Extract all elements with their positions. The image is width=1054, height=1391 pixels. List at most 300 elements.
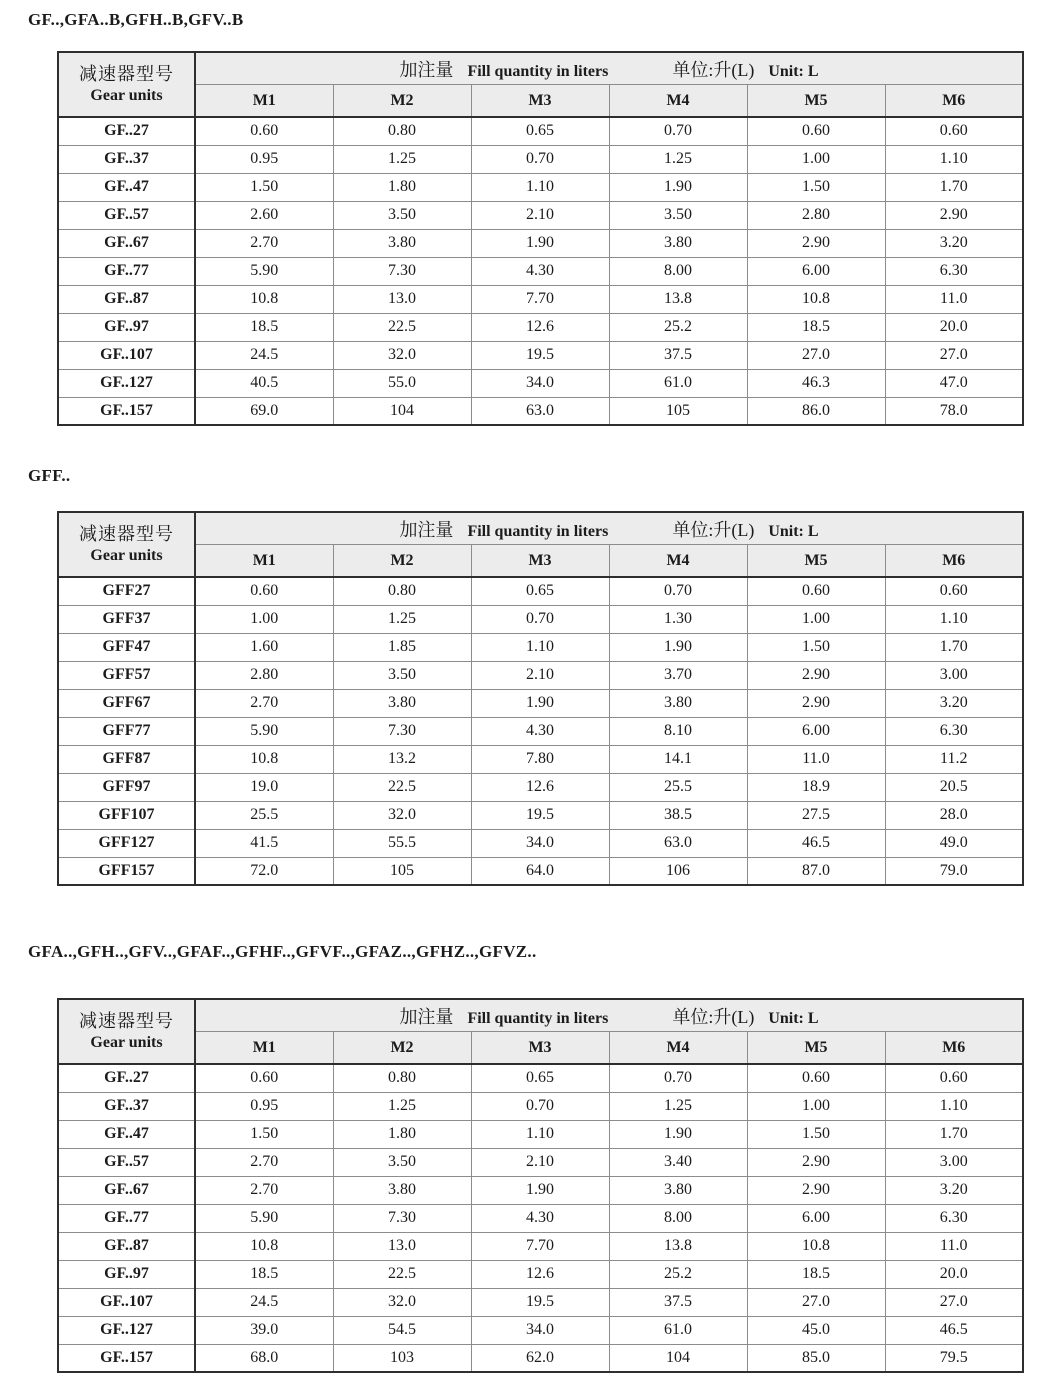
gear-model-cell: GFF157	[58, 857, 195, 885]
fill-value-cell: 12.6	[471, 773, 609, 801]
header-row-top	[58, 512, 1023, 545]
fill-value-cell: 54.5	[333, 1316, 471, 1344]
fill-quantity-label-cn: 加注量	[399, 59, 454, 80]
column-header-m1: M1	[195, 85, 333, 118]
fill-value-cell: 22.5	[333, 313, 471, 341]
fill-value-cell: 1.90	[471, 1176, 609, 1204]
fill-value-cell: 25.5	[609, 773, 747, 801]
fill-value-cell: 11.0	[885, 285, 1023, 313]
fill-value-cell: 41.5	[195, 829, 333, 857]
fill-value-cell: 13.8	[609, 1232, 747, 1260]
fill-value-cell: 0.70	[471, 1092, 609, 1120]
sections-container	[0, 10, 1054, 1373]
fill-value-cell: 20.0	[885, 313, 1023, 341]
fill-value-cell: 3.00	[885, 661, 1023, 689]
fill-value-cell: 10.8	[195, 745, 333, 773]
fill-value-cell: 0.65	[471, 117, 609, 145]
gear-model-cell: GFF107	[58, 801, 195, 829]
fill-quantity-label-en: Fill quantity in liters	[467, 62, 609, 80]
fill-value-cell: 7.70	[471, 285, 609, 313]
fill-value-cell: 6.00	[747, 257, 885, 285]
fill-value-cell: 18.5	[195, 1260, 333, 1288]
fill-value-cell: 4.30	[471, 1204, 609, 1232]
fill-value-cell: 19.5	[471, 341, 609, 369]
fill-value-cell: 8.10	[609, 717, 747, 745]
fill-value-cell: 37.5	[609, 1288, 747, 1316]
gear-model-cell: GF..57	[58, 1148, 195, 1176]
fill-value-cell: 1.25	[333, 1092, 471, 1120]
fill-value-cell: 1.50	[747, 1120, 885, 1148]
unit-label-en: Unit: L	[768, 1009, 819, 1027]
column-header-m4: M4	[609, 545, 747, 578]
fill-value-cell: 1.90	[471, 229, 609, 257]
fill-value-cell: 10.8	[747, 1232, 885, 1260]
table-row	[58, 257, 1023, 285]
column-header-m3: M3	[471, 85, 609, 118]
table-row	[58, 1260, 1023, 1288]
fill-value-cell: 0.70	[609, 1064, 747, 1092]
fill-value-cell: 2.80	[195, 661, 333, 689]
fill-value-cell: 0.60	[747, 117, 885, 145]
fill-value-cell: 8.00	[609, 1204, 747, 1232]
fill-value-cell: 3.50	[333, 661, 471, 689]
fill-value-cell: 86.0	[747, 397, 885, 425]
fill-value-cell: 2.90	[747, 661, 885, 689]
fill-value-cell: 18.5	[195, 313, 333, 341]
fill-value-cell: 6.00	[747, 1204, 885, 1232]
fill-value-cell: 3.80	[609, 689, 747, 717]
fill-value-cell: 105	[609, 397, 747, 425]
table-row	[58, 313, 1023, 341]
fill-value-cell: 49.0	[885, 829, 1023, 857]
fill-value-cell: 0.60	[195, 1064, 333, 1092]
fill-value-cell: 106	[609, 857, 747, 885]
column-header-m3: M3	[471, 1032, 609, 1065]
fill-quantity-header	[195, 52, 1023, 85]
fill-value-cell: 27.0	[747, 1288, 885, 1316]
fill-value-cell: 11.0	[747, 745, 885, 773]
fill-value-cell: 72.0	[195, 857, 333, 885]
column-header-m6: M6	[885, 85, 1023, 118]
fill-value-cell: 1.10	[471, 173, 609, 201]
table-row	[58, 689, 1023, 717]
fill-value-cell: 11.2	[885, 745, 1023, 773]
gear-model-cell: GF..97	[58, 313, 195, 341]
fill-value-cell: 1.60	[195, 633, 333, 661]
fill-value-cell: 6.30	[885, 717, 1023, 745]
fill-value-cell: 0.60	[885, 1064, 1023, 1092]
fill-value-cell: 62.0	[471, 1344, 609, 1372]
gear-model-cell: GFF77	[58, 717, 195, 745]
table-row	[58, 229, 1023, 257]
gear-units-header	[58, 512, 195, 577]
fill-value-cell: 103	[333, 1344, 471, 1372]
fill-quantity-label-en: Fill quantity in liters	[467, 1009, 609, 1027]
fill-value-cell: 22.5	[333, 1260, 471, 1288]
gear-model-cell: GF..127	[58, 369, 195, 397]
fill-value-cell: 7.70	[471, 1232, 609, 1260]
fill-value-cell: 1.70	[885, 1120, 1023, 1148]
table-row	[58, 773, 1023, 801]
table-row	[58, 1344, 1023, 1372]
table-section	[0, 10, 1054, 426]
fill-value-cell: 2.90	[885, 201, 1023, 229]
fill-quantity-table	[57, 998, 1024, 1373]
fill-value-cell: 24.5	[195, 341, 333, 369]
gear-units-header-cn: 减速器型号	[79, 64, 174, 85]
table-row	[58, 1092, 1023, 1120]
gear-model-cell: GF..77	[58, 257, 195, 285]
gear-model-cell: GF..77	[58, 1204, 195, 1232]
fill-value-cell: 2.10	[471, 661, 609, 689]
fill-value-cell: 13.0	[333, 285, 471, 313]
column-header-m5: M5	[747, 545, 885, 578]
gear-model-cell: GF..97	[58, 1260, 195, 1288]
fill-value-cell: 24.5	[195, 1288, 333, 1316]
m-columns-row	[58, 545, 1023, 578]
fill-value-cell: 3.50	[333, 201, 471, 229]
header-row-top	[58, 999, 1023, 1032]
fill-value-cell: 55.0	[333, 369, 471, 397]
fill-value-cell: 2.10	[471, 201, 609, 229]
column-header-m4: M4	[609, 1032, 747, 1065]
fill-value-cell: 78.0	[885, 397, 1023, 425]
unit-label-cn: 单位:升(L)	[672, 1006, 755, 1027]
fill-value-cell: 1.90	[609, 1120, 747, 1148]
fill-value-cell: 0.95	[195, 145, 333, 173]
fill-value-cell: 0.65	[471, 577, 609, 605]
fill-value-cell: 1.25	[333, 605, 471, 633]
gear-model-cell: GF..37	[58, 145, 195, 173]
fill-value-cell: 40.5	[195, 369, 333, 397]
gear-units-header	[58, 999, 195, 1064]
table-section	[0, 466, 1054, 886]
fill-value-cell: 32.0	[333, 341, 471, 369]
fill-value-cell: 19.5	[471, 1288, 609, 1316]
gear-model-cell: GF..157	[58, 1344, 195, 1372]
gear-model-cell: GF..27	[58, 117, 195, 145]
fill-value-cell: 69.0	[195, 397, 333, 425]
unit-label-cn: 单位:升(L)	[672, 59, 755, 80]
table-body	[58, 117, 1023, 425]
fill-value-cell: 2.70	[195, 1148, 333, 1176]
fill-quantity-header	[195, 512, 1023, 545]
fill-value-cell: 45.0	[747, 1316, 885, 1344]
table-row	[58, 1064, 1023, 1092]
column-header-m2: M2	[333, 545, 471, 578]
fill-value-cell: 46.5	[885, 1316, 1023, 1344]
column-header-m2: M2	[333, 85, 471, 118]
fill-value-cell: 13.0	[333, 1232, 471, 1260]
gear-model-cell: GFF47	[58, 633, 195, 661]
table-row	[58, 1316, 1023, 1344]
column-header-m6: M6	[885, 545, 1023, 578]
fill-value-cell: 87.0	[747, 857, 885, 885]
fill-value-cell: 3.40	[609, 1148, 747, 1176]
fill-value-cell: 0.60	[885, 117, 1023, 145]
fill-value-cell: 32.0	[333, 801, 471, 829]
fill-value-cell: 79.0	[885, 857, 1023, 885]
fill-value-cell: 3.80	[333, 1176, 471, 1204]
gear-units-header-en: Gear units	[90, 546, 163, 564]
gear-model-cell: GF..47	[58, 173, 195, 201]
fill-value-cell: 5.90	[195, 257, 333, 285]
gear-model-cell: GFF97	[58, 773, 195, 801]
table-section	[0, 942, 1054, 1373]
unit-label-cn: 单位:升(L)	[672, 519, 755, 540]
fill-value-cell: 4.30	[471, 717, 609, 745]
fill-value-cell: 1.80	[333, 1120, 471, 1148]
fill-quantity-label-cn: 加注量	[399, 519, 454, 540]
fill-value-cell: 27.0	[885, 1288, 1023, 1316]
fill-value-cell: 1.00	[747, 605, 885, 633]
fill-value-cell: 68.0	[195, 1344, 333, 1372]
fill-value-cell: 7.30	[333, 717, 471, 745]
fill-value-cell: 3.80	[609, 229, 747, 257]
table-row	[58, 577, 1023, 605]
fill-value-cell: 19.5	[471, 801, 609, 829]
fill-value-cell: 11.0	[885, 1232, 1023, 1260]
fill-value-cell: 1.50	[747, 633, 885, 661]
fill-value-cell: 3.20	[885, 1176, 1023, 1204]
fill-value-cell: 7.30	[333, 257, 471, 285]
fill-value-cell: 2.70	[195, 689, 333, 717]
fill-value-cell: 18.5	[747, 313, 885, 341]
fill-value-cell: 2.80	[747, 201, 885, 229]
table-row	[58, 341, 1023, 369]
fill-value-cell: 0.80	[333, 1064, 471, 1092]
fill-value-cell: 46.5	[747, 829, 885, 857]
fill-value-cell: 3.80	[333, 689, 471, 717]
gear-units-header-en: Gear units	[90, 86, 163, 104]
gear-model-cell: GF..27	[58, 1064, 195, 1092]
fill-value-cell: 3.20	[885, 689, 1023, 717]
section-title: GFA..,GFH..,GFV..,GFAF..,GFHF..,GFVF..,GFAZ..,GFHZ..,GFVZ..	[28, 942, 537, 961]
fill-value-cell: 64.0	[471, 857, 609, 885]
fill-value-cell: 0.60	[885, 577, 1023, 605]
fill-value-cell: 1.80	[333, 173, 471, 201]
fill-value-cell: 1.50	[195, 173, 333, 201]
fill-value-cell: 0.95	[195, 1092, 333, 1120]
fill-value-cell: 25.2	[609, 1260, 747, 1288]
fill-value-cell: 1.25	[609, 145, 747, 173]
fill-value-cell: 34.0	[471, 829, 609, 857]
fill-value-cell: 1.85	[333, 633, 471, 661]
gear-model-cell: GF..107	[58, 1288, 195, 1316]
table-body	[58, 577, 1023, 885]
fill-quantity-label-en: Fill quantity in liters	[467, 522, 609, 540]
table-row	[58, 801, 1023, 829]
column-header-m5: M5	[747, 1032, 885, 1065]
fill-value-cell: 1.50	[195, 1120, 333, 1148]
fill-value-cell: 0.60	[195, 577, 333, 605]
table-row	[58, 661, 1023, 689]
table-body	[58, 1064, 1023, 1372]
fill-value-cell: 32.0	[333, 1288, 471, 1316]
fill-value-cell: 18.5	[747, 1260, 885, 1288]
gear-model-cell: GF..57	[58, 201, 195, 229]
fill-value-cell: 1.00	[747, 145, 885, 173]
column-header-m3: M3	[471, 545, 609, 578]
column-header-m5: M5	[747, 85, 885, 118]
fill-value-cell: 0.70	[609, 117, 747, 145]
gear-model-cell: GF..107	[58, 341, 195, 369]
gear-model-cell: GF..47	[58, 1120, 195, 1148]
table-row	[58, 1176, 1023, 1204]
gear-units-header-cn: 减速器型号	[79, 524, 174, 545]
gear-model-cell: GF..87	[58, 1232, 195, 1260]
gear-model-cell: GFF127	[58, 829, 195, 857]
fill-value-cell: 0.80	[333, 577, 471, 605]
table-row	[58, 857, 1023, 885]
gear-units-header	[58, 52, 195, 117]
table-row	[58, 117, 1023, 145]
fill-value-cell: 0.60	[747, 1064, 885, 1092]
table-row	[58, 1288, 1023, 1316]
fill-value-cell: 7.30	[333, 1204, 471, 1232]
table-row	[58, 633, 1023, 661]
header-row-top	[58, 52, 1023, 85]
fill-value-cell: 7.80	[471, 745, 609, 773]
gear-model-cell: GFF67	[58, 689, 195, 717]
fill-value-cell: 0.60	[195, 117, 333, 145]
gear-model-cell: GF..37	[58, 1092, 195, 1120]
fill-value-cell: 1.90	[609, 633, 747, 661]
table-row	[58, 145, 1023, 173]
fill-value-cell: 1.70	[885, 633, 1023, 661]
table-row	[58, 605, 1023, 633]
fill-value-cell: 34.0	[471, 369, 609, 397]
fill-quantity-header	[195, 999, 1023, 1032]
table-row	[58, 1204, 1023, 1232]
column-header-m4: M4	[609, 85, 747, 118]
fill-value-cell: 19.0	[195, 773, 333, 801]
fill-value-cell: 46.3	[747, 369, 885, 397]
table-row	[58, 397, 1023, 425]
table-row	[58, 1120, 1023, 1148]
fill-value-cell: 10.8	[195, 285, 333, 313]
fill-value-cell: 3.50	[333, 1148, 471, 1176]
fill-value-cell: 1.30	[609, 605, 747, 633]
fill-value-cell: 1.00	[747, 1092, 885, 1120]
fill-value-cell: 10.8	[195, 1232, 333, 1260]
fill-value-cell: 63.0	[609, 829, 747, 857]
table-row	[58, 1148, 1023, 1176]
gear-model-cell: GF..67	[58, 1176, 195, 1204]
gear-units-header-en: Gear units	[90, 1033, 163, 1051]
fill-value-cell: 1.90	[471, 689, 609, 717]
fill-value-cell: 0.70	[471, 145, 609, 173]
fill-value-cell: 3.80	[333, 229, 471, 257]
fill-value-cell: 13.8	[609, 285, 747, 313]
fill-value-cell: 1.10	[885, 145, 1023, 173]
fill-value-cell: 34.0	[471, 1316, 609, 1344]
column-header-m6: M6	[885, 1032, 1023, 1065]
gear-model-cell: GFF57	[58, 661, 195, 689]
fill-value-cell: 1.10	[471, 633, 609, 661]
column-header-m1: M1	[195, 545, 333, 578]
fill-quantity-table	[57, 51, 1024, 426]
fill-value-cell: 0.65	[471, 1064, 609, 1092]
table-row	[58, 717, 1023, 745]
fill-value-cell: 61.0	[609, 369, 747, 397]
fill-value-cell: 79.5	[885, 1344, 1023, 1372]
fill-value-cell: 47.0	[885, 369, 1023, 397]
column-header-m1: M1	[195, 1032, 333, 1065]
table-row	[58, 173, 1023, 201]
fill-value-cell: 3.70	[609, 661, 747, 689]
fill-value-cell: 0.80	[333, 117, 471, 145]
fill-quantity-label-cn: 加注量	[399, 1006, 454, 1027]
fill-value-cell: 3.20	[885, 229, 1023, 257]
m-columns-row	[58, 85, 1023, 118]
fill-value-cell: 5.90	[195, 717, 333, 745]
fill-value-cell: 25.5	[195, 801, 333, 829]
fill-value-cell: 27.0	[885, 341, 1023, 369]
fill-value-cell: 85.0	[747, 1344, 885, 1372]
fill-value-cell: 2.90	[747, 229, 885, 257]
fill-quantity-table	[57, 511, 1024, 886]
fill-value-cell: 2.60	[195, 201, 333, 229]
fill-value-cell: 3.80	[609, 1176, 747, 1204]
fill-value-cell: 4.30	[471, 257, 609, 285]
fill-value-cell: 2.70	[195, 1176, 333, 1204]
fill-value-cell: 1.10	[885, 1092, 1023, 1120]
fill-value-cell: 6.30	[885, 257, 1023, 285]
fill-value-cell: 14.1	[609, 745, 747, 773]
fill-value-cell: 18.9	[747, 773, 885, 801]
fill-value-cell: 2.10	[471, 1148, 609, 1176]
fill-value-cell: 20.5	[885, 773, 1023, 801]
table-row	[58, 369, 1023, 397]
unit-label-en: Unit: L	[768, 522, 819, 540]
gear-model-cell: GF..67	[58, 229, 195, 257]
fill-value-cell: 0.60	[747, 577, 885, 605]
fill-value-cell: 10.8	[747, 285, 885, 313]
fill-value-cell: 1.90	[609, 173, 747, 201]
unit-label-en: Unit: L	[768, 62, 819, 80]
gear-model-cell: GF..127	[58, 1316, 195, 1344]
fill-value-cell: 6.00	[747, 717, 885, 745]
fill-value-cell: 1.25	[333, 145, 471, 173]
section-title: GFF..	[28, 466, 71, 485]
gear-model-cell: GFF87	[58, 745, 195, 773]
fill-value-cell: 0.70	[609, 577, 747, 605]
fill-value-cell: 37.5	[609, 341, 747, 369]
table-row	[58, 285, 1023, 313]
m-columns-row	[58, 1032, 1023, 1065]
fill-value-cell: 105	[333, 857, 471, 885]
fill-value-cell: 55.5	[333, 829, 471, 857]
column-header-m2: M2	[333, 1032, 471, 1065]
fill-value-cell: 6.30	[885, 1204, 1023, 1232]
fill-value-cell: 1.00	[195, 605, 333, 633]
table-row	[58, 1232, 1023, 1260]
fill-value-cell: 1.10	[471, 1120, 609, 1148]
fill-value-cell: 25.2	[609, 313, 747, 341]
fill-value-cell: 63.0	[471, 397, 609, 425]
fill-value-cell: 1.50	[747, 173, 885, 201]
gear-model-cell: GFF37	[58, 605, 195, 633]
fill-value-cell: 61.0	[609, 1316, 747, 1344]
fill-value-cell: 2.70	[195, 229, 333, 257]
fill-value-cell: 39.0	[195, 1316, 333, 1344]
fill-value-cell: 1.10	[885, 605, 1023, 633]
fill-value-cell: 22.5	[333, 773, 471, 801]
fill-value-cell: 2.90	[747, 1148, 885, 1176]
fill-value-cell: 3.50	[609, 201, 747, 229]
table-row	[58, 201, 1023, 229]
